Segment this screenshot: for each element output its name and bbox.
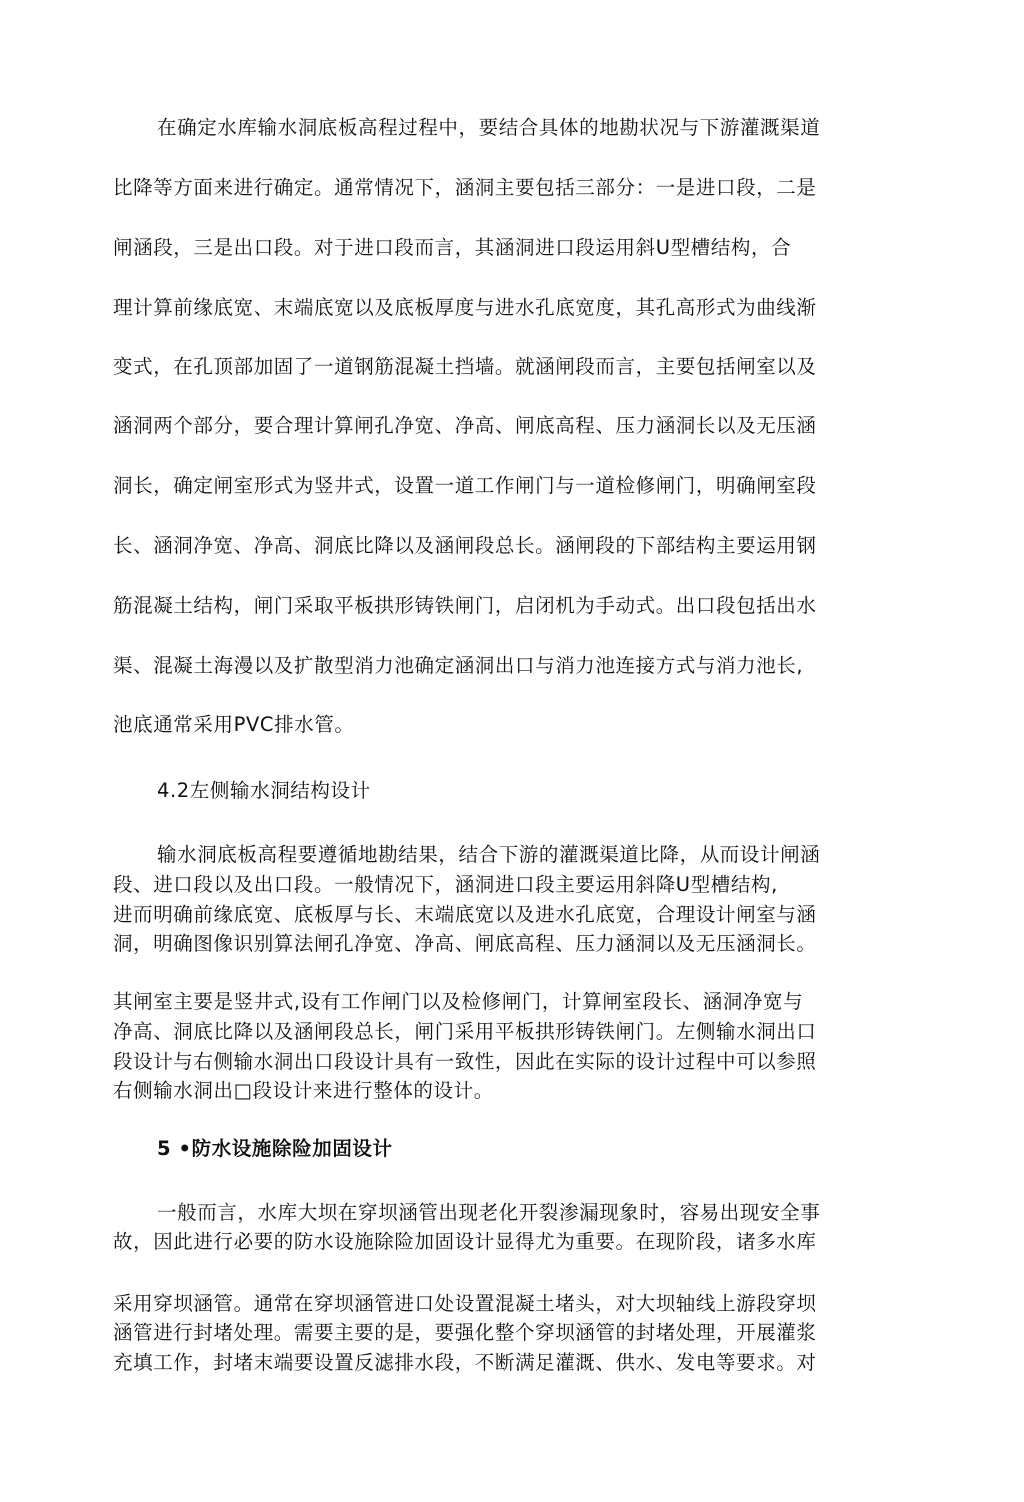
- paragraph-line: 渠、混凝土海漫以及扩散型消力池确定涵洞出口与消力池连接方式与消力池长,: [113, 654, 804, 677]
- paragraph-line: 采用穿坝涵管。通常在穿坝涵管进口处设置混凝土堵头，对大坝轴线上游段穿坝: [113, 1292, 817, 1315]
- paragraph-line: 进而明确前缘底宽、底板厚与长、末端底宽以及进水孔底宽，合理设计闸室与涵: [113, 903, 817, 926]
- paragraph-line: 段、进口段以及出口段。一般情况下，涵洞进口段主要运用斜降U型槽结构,: [113, 873, 778, 896]
- paragraph-line: 洞，明确图像识别算法闸孔净宽、净高、闸底高程、压力涵洞以及无压涵洞长。: [113, 932, 817, 955]
- paragraph-line: 右侧输水洞出□段设计来进行整体的设计。: [113, 1079, 494, 1102]
- paragraph-line: 筋混凝土结构，闸门采取平板拱形铸铁闸门，启闭机为手动式。出口段包括出水: [113, 594, 817, 617]
- paragraph-line: 故，因此进行必要的防水设施除险加固设计显得尤为重要。在现阶段，诸多水库: [113, 1230, 817, 1253]
- paragraph-line: 涵洞两个部分，要合理计算闸孔净宽、净高、闸底高程、压力涵洞长以及无压涵: [113, 414, 817, 437]
- paragraph-line: 段设计与右侧输水洞出口段设计具有一致性，因此在实际的设计过程中可以参照: [113, 1050, 817, 1073]
- paragraph-line: 理计算前缘底宽、末端底宽以及底板厚度与进水孔底宽度，其孔高形式为曲线渐: [113, 296, 817, 319]
- section-heading-5: 5 •防水设施除险加固设计: [157, 1137, 393, 1160]
- paragraph-line: 其闸室主要是竖井式,设有工作闸门以及检修闸门，计算闸室段长、涵洞净宽与: [113, 990, 804, 1013]
- paragraph-line: 洞长，确定闸室形式为竖井式，设置一道工作闸门与一道检修闸门，明确闸室段: [113, 474, 817, 497]
- paragraph-line: 闸涵段，三是出口段。对于进口段而言，其涵洞进口段运用斜U型槽结构，合: [113, 236, 792, 259]
- paragraph-line: 池底通常采用PVC排水管。: [113, 713, 355, 736]
- paragraph-line: 在确定水库输水洞底板高程过程中，要结合具体的地勘状况与下游灌溉渠道: [157, 116, 821, 139]
- paragraph-line: 一般而言，水库大坝在穿坝涵管出现老化开裂渗漏现象时，容易出现安全事: [157, 1201, 821, 1224]
- paragraph-line: 比降等方面来进行确定。通常情况下，涵洞主要包括三部分：一是进口段，二是: [113, 176, 817, 199]
- paragraph-line: 充填工作，封堵末端要设置反滤排水段，不断满足灌溉、供水、发电等要求。对: [113, 1351, 817, 1374]
- paragraph-line: 输水洞底板高程要遵循地勘结果，结合下游的灌溉渠道比降，从而设计闸涵: [157, 843, 821, 866]
- paragraph-line: 变式，在孔顶部加固了一道钢筋混凝土挡墙。就涵闸段而言，主要包括闸室以及: [113, 355, 817, 378]
- paragraph-line: 长、涵洞净宽、净高、洞底比降以及涵闸段总长。涵闸段的下部结构主要运用钢: [113, 534, 817, 557]
- paragraph-line: 涵管进行封堵处理。需要主要的是，要强化整个穿坝涵管的封堵处理，开展灌浆: [113, 1321, 817, 1344]
- paragraph-line: 净高、洞底比降以及涵闸段总长，闸门采用平板拱形铸铁闸门。左侧输水洞出口: [113, 1020, 817, 1043]
- section-heading-4-2: 4.2左侧输水洞结构设计: [157, 779, 371, 802]
